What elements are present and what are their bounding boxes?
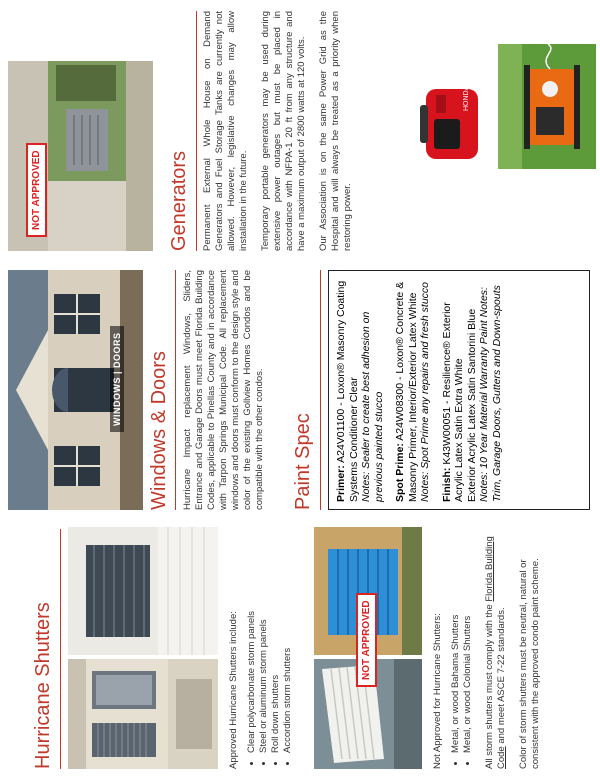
portable-generator-red-photo [412, 79, 492, 169]
paint-spec-box [328, 270, 590, 510]
list-item: • Steel or aluminum storm panels [258, 529, 270, 753]
finish-spec: Finish: K43W00051 - Resilience® Exterior Acrylic Latex Satin Extra White Exterior Acrylic Latex Satin Santorini Blue Notes: 10 Year Material Warranty Paint Notes: Trim, Garage Doors, Gutters and Down-spouts [440, 285, 503, 502]
hurricane-shutters-panel [0, 518, 600, 777]
primer-note: Notes: Sealer to create best adhesion on previous painted stucco [360, 311, 385, 502]
paint-spec-title: Paint Spec [292, 413, 314, 510]
title-rule [196, 11, 197, 251]
approved-shutters-section [228, 529, 294, 769]
not-approved-stamp: NOT APPROVED [356, 593, 377, 687]
portable-generator-orange-photo [498, 44, 596, 169]
roll-down-shutters-illustration [68, 527, 218, 655]
house-with-shutters-illustration [68, 659, 218, 769]
generators-title: Generators [168, 150, 190, 251]
list-item: • Accordion storm shutters [282, 529, 294, 753]
finish-note: Notes: 10 Year Material Warranty Paint Notes: Trim, Garage Doors, Gutters and Down-spouts [478, 285, 503, 502]
florida-building-code-link[interactable]: Florida Building Code [484, 536, 507, 769]
windows-doors-caption: WINDOWS | DOORS [110, 326, 124, 432]
list-item: • Metal, or wood Colonial Shutters [462, 529, 474, 753]
primer-spec: Primer: A24V01100 - Loxon® Masonry Coating Systems Conditioner Clear Notes: Sealer to create best adhesion on previous painted stucco [335, 280, 385, 502]
orange-portable-generator-illustration [498, 44, 596, 169]
list-item: • Metal, or wood Bahama Shutters [450, 529, 462, 753]
honda-brand-text: HONDA [463, 85, 470, 111]
not-approved-heading: Not Approved for Hurricane Shutters: [432, 613, 443, 769]
roll-down-shutters-photo [68, 527, 218, 655]
title-rule [175, 270, 176, 510]
title-rule [320, 270, 321, 510]
generators-para-power-grid: Our Association is on the same Power Grid as the Hospital and will always be treated as a priority when restoring power. [318, 11, 353, 251]
code-compliance-text: All storm shutters must comply with the Florida Building Code and meet ASCE 7-22 standards. [484, 536, 507, 769]
not-approved-shutters-section [432, 529, 542, 769]
approved-shutters-list [246, 529, 294, 769]
generators-body [202, 11, 354, 251]
shutter-color-text: Color of storm shutters must be neutral, natural or consistent with the approved condo paint scheme. [518, 558, 541, 769]
generators-para-permanent: Permanent External Whole House on Demand Generators and Fuel Storage Tanks are currently not allowed. However, legislative changes may allow installation in the future. [202, 11, 249, 251]
windows-doors-panel [0, 259, 600, 518]
not-approved-stamp: NOT APPROVED [26, 143, 47, 237]
list-item: • Clear polycarbonate storm panels [246, 529, 258, 753]
accordion-shutters-photo [68, 659, 218, 769]
windows-doors-title: Windows & Doors [148, 351, 170, 510]
title-rule [60, 529, 61, 769]
generators-para-portable: Temporary portable generators may be used during extensive power outages but must be placed in accordance with NFPA-1 20 ft from any structure and have a maximum output of 2800 watts at 120 volts. [260, 11, 307, 251]
red-portable-generator-illustration [412, 79, 492, 169]
windows-doors-body: Hurricane Impact replacement Windows, Sliders, Entrance and Garage Doors must meet Florida Building Codes, applicable to Pinellas County and in accordance with Tarpon Springs Municipal Code. All replacement windows and doors must conform to the design style and color of the existing Gollview Homes Condos and be compatible with the other condos. [182, 270, 265, 510]
approved-shutters-heading: Approved Hurricane Shutters include: [228, 611, 239, 769]
spot-prime-note: Notes: Spot Prime any repairs and fresh stucco [419, 281, 431, 502]
not-approved-list [450, 529, 474, 769]
windows-doors-photo [8, 270, 143, 510]
hurricane-shutters-title: Hurricane Shutters [32, 602, 54, 769]
list-item: • Roll down shutters [270, 529, 282, 753]
generators-panel [0, 0, 600, 259]
spot-prime-spec: Spot Prime: A24W08300 - Loxon® Concrete & Masonry Primer, Interior/Exterior Latex White Notes: Spot Prime any repairs and fresh stucco [394, 281, 431, 502]
